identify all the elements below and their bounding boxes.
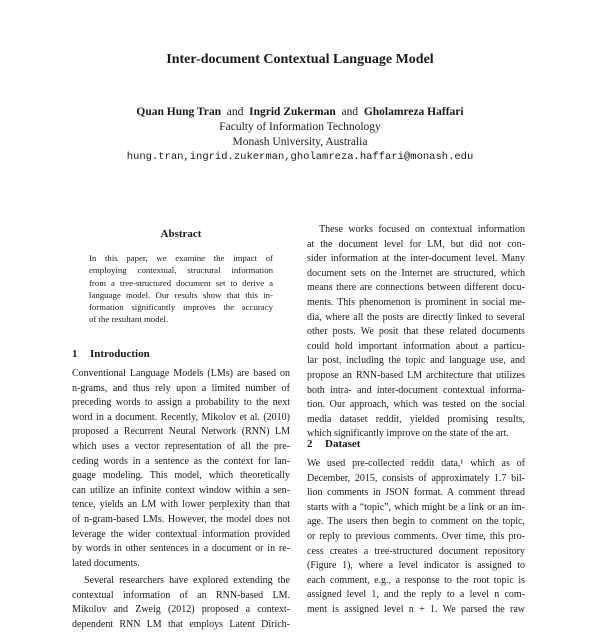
text-line: Several researchers have explored extending the (84, 575, 290, 586)
text-line: media dataset reddit, yielded promising results, (307, 413, 525, 425)
section-heading-dataset (307, 438, 360, 450)
author-1: Quan Hung Tran (136, 106, 222, 118)
section-number: 1 (72, 348, 78, 360)
abstract-line: from a tree-structured document set to derive a (89, 277, 273, 288)
text-line: can utilize an infinite context window within a sen- (72, 484, 290, 496)
text-line: lar post, including the topic and language use, and (307, 355, 525, 367)
text-line: tence, yields an LM with lower perplexity than that (72, 499, 290, 511)
text-line: (Figure 1), where a level indicator is assigned to (307, 560, 525, 572)
section-title: Dataset (325, 438, 361, 450)
text-line: Mikolov and Zweig (2012) proposed a context- (72, 604, 290, 616)
abstract-line: formation significantly improves the accuracy (89, 302, 273, 313)
abstract-line: In this paper, we examine the impact of (89, 253, 273, 263)
abstract-line: employing contextual, structural information (89, 265, 273, 276)
author-3: Gholamreza Haffari (363, 106, 464, 118)
text-line: ments. This phenomenon is prominent in social me- (307, 296, 525, 308)
section-title: Introduction (90, 348, 150, 360)
text-line: means there are connections between different docu- (307, 282, 525, 294)
text-line: cess creates a tree-structured document repository (307, 545, 525, 557)
dataset-paragraph (307, 458, 525, 619)
author-emails: hung.tran,ingrid.zukerman,gholamreza.haffari@monash.edu (126, 151, 474, 163)
text-line: of n-gram-based LMs. However, the model does not (72, 513, 290, 525)
text-line: or reply to previous comments. Over time, this pro- (307, 530, 525, 542)
text-line: These works focused on contextual information (319, 224, 525, 235)
author-separator: and (226, 106, 244, 118)
paper-title: Inter-document Contextual Language Model (166, 52, 434, 67)
abstract-heading: Abstract (160, 228, 202, 240)
text-line: We used pre-collected reddit data,¹ which as of (307, 458, 525, 469)
text-line: ceding words in a sentence as the context for lan- (72, 455, 290, 467)
text-line: tion. Our approach, which was tested on the social (307, 399, 525, 411)
right-column-paragraph (307, 224, 525, 443)
text-line: could hold important information about a particu- (307, 340, 525, 352)
text-line: dependent RNN LM that employs Latent Dirich- (72, 618, 290, 630)
author-2: Ingrid Zukerman (249, 106, 336, 118)
affiliation-line-2: Monash University, Australia (232, 136, 368, 148)
abstract-line: of the resultant model. (89, 314, 169, 325)
text-line: by words in other sentences in a document or in re- (72, 543, 290, 555)
text-line: sider information at the inter-document level. Many (307, 253, 525, 265)
intro-paragraph-1 (72, 368, 290, 572)
text-line: age. The users then begin to comment on the topic, (307, 516, 525, 528)
text-line: which significantly improve on the state of the art. (307, 428, 509, 440)
text-line: ment is assigned level n + 1. We parsed the raw (307, 603, 525, 615)
text-line: starts with a “topic”, which might be a link or an im- (307, 501, 525, 513)
text-line: preceding words to assign a probability to the next (72, 397, 290, 409)
text-line: contextual information of an RNN-based LM. (72, 589, 290, 601)
text-line: at the document level for LM, but did not con- (307, 238, 525, 250)
text-line: word in a document. Recently, Mikolov et al. (2010) (72, 411, 290, 423)
section-heading-introduction (72, 348, 150, 360)
text-line: each comment, e.g., a response to the root topic is (307, 574, 525, 586)
abstract-line: language model. Our results show that this in- (89, 289, 273, 300)
text-line: guage modeling. This model, which theoretically (72, 470, 290, 482)
affiliation-line-1: Faculty of Information Technology (219, 121, 381, 133)
text-line: n-grams, and thus rely upon a limited number of (72, 382, 290, 394)
author-block (0, 105, 600, 165)
text-line: December, 2015, consists of approximately 1.7 bil- (307, 472, 525, 484)
text-line: lion comments in JSON format. A comment thread (307, 487, 525, 499)
abstract-text (89, 252, 273, 326)
text-line: propose an RNN-based LM architecture that utilizes (307, 369, 525, 381)
text-line: leverage the wider contextual information provided (72, 528, 290, 540)
text-line: both intra- and inter-document contextual informa- (307, 384, 525, 396)
text-line: document sets on the Internet are structured, which (307, 267, 525, 279)
text-line: lated documents. (72, 557, 140, 569)
section-number: 2 (307, 438, 313, 450)
text-line: other posts. We posit that these related documents (307, 326, 525, 338)
text-line: proposed a Recurrent Neural Network (RNN) LM (72, 426, 290, 438)
text-line: assigned level 1, and the reply to a level n com- (307, 589, 525, 601)
text-line: which uses a vector representation of all the pre- (72, 440, 290, 452)
author-names (0, 105, 600, 120)
text-line: Conventional Language Models (LMs) are based on (72, 368, 290, 379)
intro-paragraph-2 (72, 575, 290, 633)
author-separator: and (341, 106, 359, 118)
text-line: dia, where all the posts are directly linked to several (307, 311, 525, 323)
